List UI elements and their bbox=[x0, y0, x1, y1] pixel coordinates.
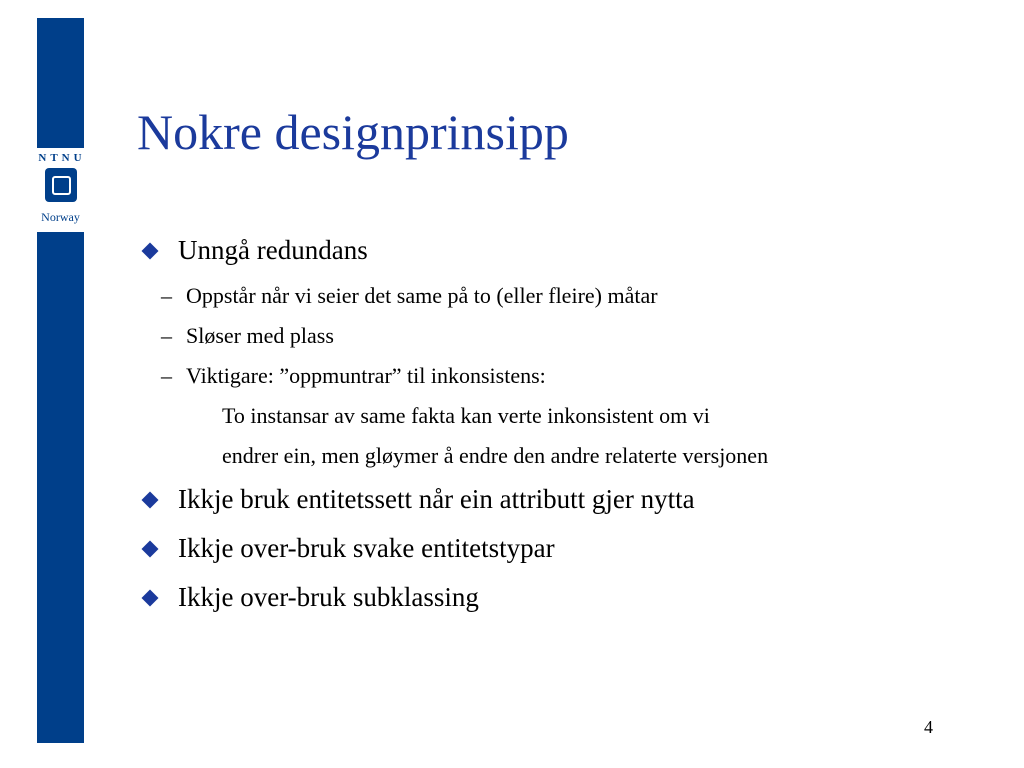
diamond-bullet-icon bbox=[142, 541, 159, 558]
slide-title: Nokre designprinsipp bbox=[137, 104, 569, 160]
bullet-list bbox=[142, 232, 982, 628]
bullet-item bbox=[142, 232, 982, 268]
bullet-item bbox=[142, 481, 982, 517]
diamond-bullet-icon bbox=[142, 243, 159, 260]
sidebar-bar bbox=[37, 18, 84, 743]
logo-bottom-text: Norway bbox=[41, 210, 80, 224]
bullet-text: Ikkje bruk entitetssett når ein attributt gjer nytta bbox=[178, 484, 695, 514]
sub-bullet-list bbox=[142, 281, 982, 471]
dash-bullet-icon: – bbox=[161, 283, 172, 308]
logo-square-icon bbox=[45, 168, 77, 202]
continuation-line: endrer ein, men gløymer å endre den andre relaterte versjonen bbox=[222, 443, 769, 468]
sub-bullet-text: Viktigare: ”oppmuntrar” til inkonsistens: bbox=[186, 363, 546, 388]
ntnu-logo bbox=[34, 148, 87, 232]
sub-bullet-item bbox=[142, 281, 982, 311]
sub-bullet-item bbox=[142, 321, 982, 351]
sub-bullet-item bbox=[142, 361, 982, 391]
sub-bullet-text: Oppstår når vi seier det same på to (eller fleire) måtar bbox=[186, 283, 658, 308]
diamond-bullet-icon bbox=[142, 590, 159, 607]
bullet-text: Ikkje over-bruk subklassing bbox=[178, 582, 479, 612]
logo-top-text: NTNU bbox=[38, 152, 86, 164]
diamond-bullet-icon bbox=[142, 492, 159, 509]
dash-bullet-icon: – bbox=[161, 363, 172, 388]
page-number: 4 bbox=[924, 717, 933, 737]
continuation-line: To instansar av same fakta kan verte inkonsistent om vi bbox=[222, 403, 710, 428]
bullet-item bbox=[142, 530, 982, 566]
bullet-text: Ikkje over-bruk svake entitetstypar bbox=[178, 533, 555, 563]
bullet-item bbox=[142, 579, 982, 615]
dash-bullet-icon: – bbox=[161, 323, 172, 348]
bullet-text: Unngå redundans bbox=[178, 235, 368, 265]
sub-bullet-text: Sløser med plass bbox=[186, 323, 334, 348]
